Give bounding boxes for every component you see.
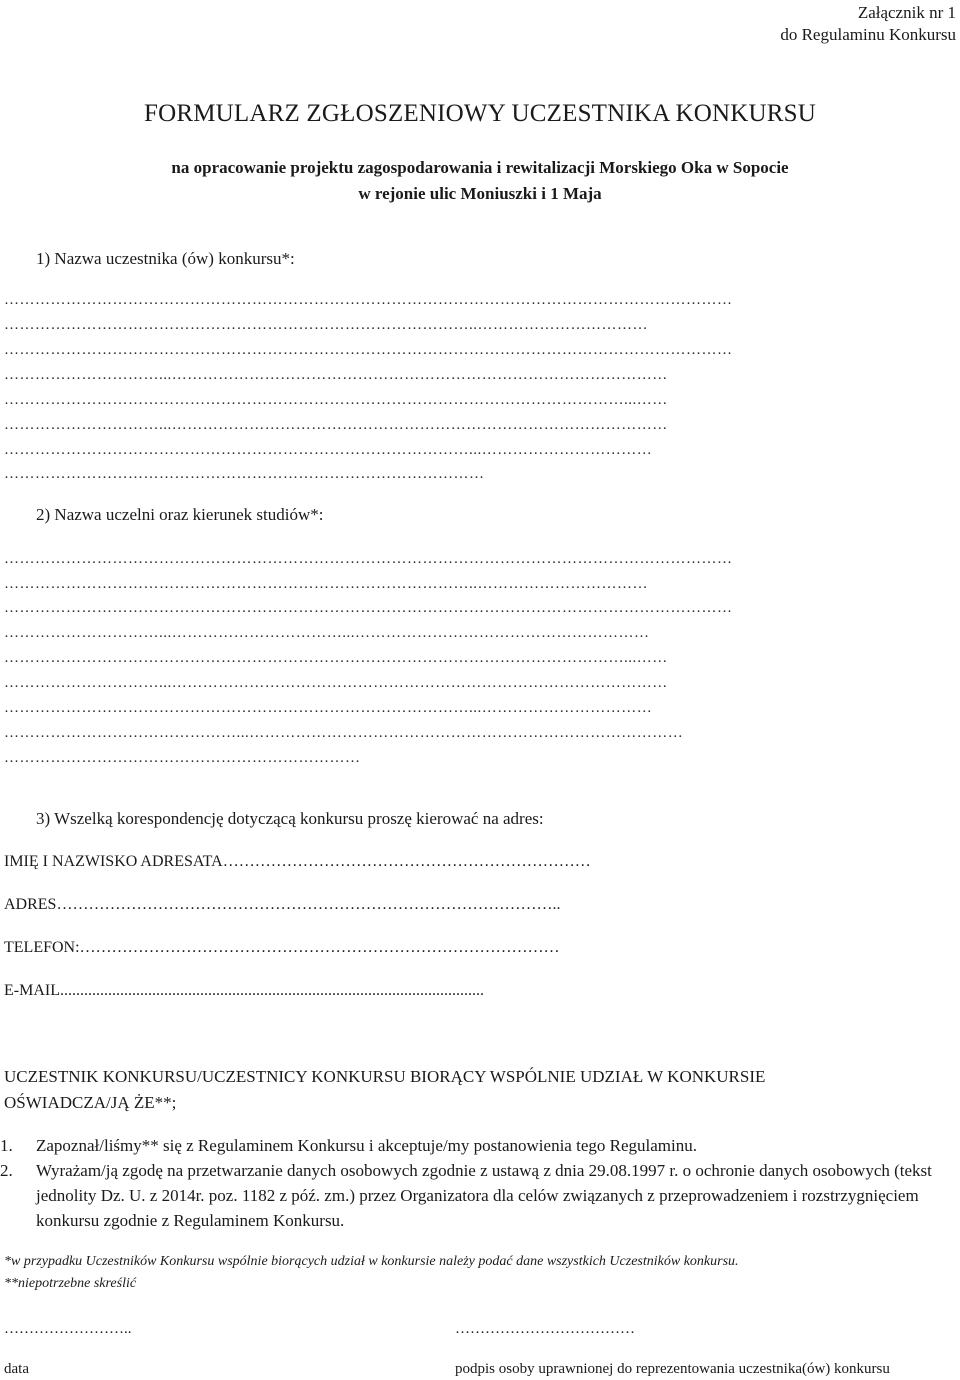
university-line[interactable]: …………………………………………………………………………………………………………………………… xyxy=(4,600,733,616)
university-line[interactable]: …………………………………………………………… xyxy=(4,750,361,766)
participant-name-line[interactable]: …………………………………………………………………………………………………………………………… xyxy=(4,342,733,358)
university-line[interactable]: …………………………………………………………………………………………………………...…… xyxy=(4,650,668,666)
university-line[interactable]: …………………………………………………………………………………………………………………………… xyxy=(4,551,733,567)
declaration-item-text: Zapoznał/liśmy** się z Regulaminem Konkursu i akceptuje/my postanowienia tego Regulaminu. xyxy=(36,1136,697,1155)
declaration-item-number: 1. xyxy=(0,1136,13,1155)
declaration-item-number: 2. xyxy=(0,1161,13,1180)
participant-name-line[interactable]: …………………………………………………………………………………………………………...…… xyxy=(4,392,668,408)
footnote-participants: *w przypadku Uczestników Konkursu wspólnie biorących udział w konkursie należy podać dane wszystkich Uczestników konkursu. xyxy=(4,1254,739,1269)
participant-name-line[interactable]: ………………………………………………………………………………...…………………………… xyxy=(4,442,653,458)
declaration-heading-line2: OŚWIADCZA/JĄ ŻE**; xyxy=(4,1093,177,1112)
date-signature-line[interactable]: …………………….. xyxy=(4,1321,132,1337)
form-subtitle-line1: na opracowanie projektu zagospodarowania i rewitalizacji Morskiego Oka w Sopocie xyxy=(171,158,789,177)
participant-name-line[interactable]: …………………………...…………………………………………………………………………………… xyxy=(4,417,668,433)
section-university-heading: 2) Nazwa uczelni oraz kierunek studiów*: xyxy=(36,505,324,524)
participant-name-line[interactable]: ………………………………………………………………………………..…………………………… xyxy=(4,317,648,333)
declaration-item xyxy=(0,1158,948,1233)
university-line[interactable]: ………………………………………………………………………………...…………………………… xyxy=(4,700,653,716)
authorized-signature-line[interactable]: ……………………………… xyxy=(455,1321,635,1337)
form-title: FORMULARZ ZGŁOSZENIOWY UCZESTNIKA KONKURSU xyxy=(143,100,817,127)
declaration-heading-line1: UCZESTNIK KONKURSU/UCZESTNICY KONKURSU BIORĄCY WSPÓLNIE UDZIAŁ W KONKURSIE xyxy=(4,1067,766,1086)
section-correspondence-heading: 3) Wszelką korespondencję dotyczącą konkursu proszę kierować na adres: xyxy=(36,809,544,828)
address-field[interactable]: ADRES………………………………………………………………………………….. xyxy=(4,896,561,913)
form-subtitle-line2: w rejonie ulic Moniuszki i 1 Maja xyxy=(358,184,602,203)
footnote-strike-out: **niepotrzebne skreślić xyxy=(4,1276,137,1291)
university-line[interactable]: ………………………………………...………………………………………………………………………… xyxy=(4,725,684,741)
university-line[interactable]: …………………………...……………………………...………………………………………………… xyxy=(4,625,650,641)
annex-label: Załącznik nr 1 xyxy=(857,3,956,22)
university-line[interactable]: ………………………………………………………………………………..…………………………… xyxy=(4,576,648,592)
email-field[interactable]: E-MAIL.......................................................................................................... xyxy=(4,982,484,999)
annex-regulation-label: do Regulaminu Konkursu xyxy=(780,25,956,44)
date-label: data xyxy=(4,1361,29,1377)
declaration-item-text: Wyrażam/ją zgodę na przetwarzanie danych osobowych zgodnie z ustawą z dnia 29.08.1997 r. o ochronie danych osobowych (tekst jednolity Dz. U. z 2014r. poz. 1182 z póź. zm.) przez Organizatora dla celów związanych z przeprowadzeniem i rozstrzygnięciem konkursu zgodnie z Regulaminem Konkursu. xyxy=(36,1161,932,1230)
signature-label: podpis osoby uprawnionej do reprezentowania uczestnika(ów) konkursu xyxy=(455,1361,890,1377)
declaration-item xyxy=(0,1133,948,1158)
section-participant-name-heading: 1) Nazwa uczestnika (ów) konkursu*: xyxy=(36,249,295,268)
participant-name-line[interactable]: …………………………………………………………………………………………………………………………… xyxy=(4,292,733,308)
phone-field[interactable]: TELEFON:……………………………………………………………………………… xyxy=(4,939,560,956)
participant-name-line[interactable]: …………………………...…………………………………………………………………………………… xyxy=(4,367,668,383)
participant-name-line[interactable]: ………………………………………………………………………………… xyxy=(4,466,485,482)
addressee-name-field[interactable]: IMIĘ I NAZWISKO ADRESATA…………………………………………………………… xyxy=(4,853,591,870)
university-line[interactable]: …………………………...…………………………………………………………………………………… xyxy=(4,675,668,691)
